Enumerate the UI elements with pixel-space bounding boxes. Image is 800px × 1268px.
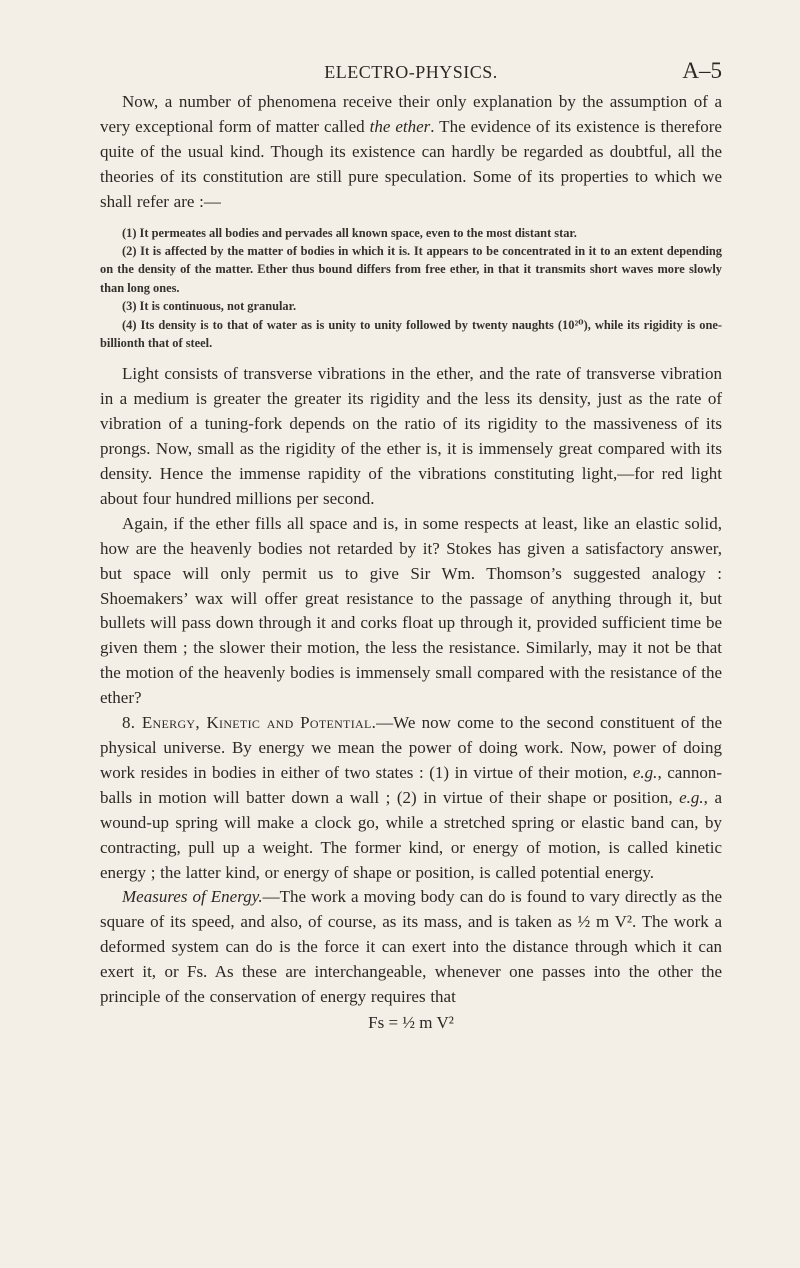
- page-number: A–5: [682, 58, 722, 83]
- energy-text-b: , cannon-balls in motion will batter down a wall ; (2) in virtue of their shape or position,: [100, 762, 722, 807]
- energy-text-a: —We now come to the second constituent of the physical universe. By energy we mean the power of doing work. Now, power of doing work resides in bodies in either of two states : (1) in virtue of their motion,: [100, 713, 722, 782]
- list-item: (4) Its density is to that of water as is unity to unity followed by twenty naughts (10²⁰), while its rigidity is one-billionth that of steel.: [100, 317, 722, 350]
- running-header: [100, 56, 722, 90]
- list-item: (1) It permeates all bodies and pervades all known space, even to the most distant star.: [122, 225, 577, 240]
- eg-abbrev: e.g.: [632, 762, 658, 782]
- running-title: ELECTRO-PHYSICS.: [324, 62, 498, 82]
- measures-paragraph: [100, 885, 722, 1010]
- list-item: (3) It is continuous, not granular.: [122, 299, 297, 314]
- the-ether-term: the ether: [369, 116, 431, 136]
- energy-text-c: , a wound-up spring will make a clock go, while a stretched spring or elastic band can, by contracting, pull up a weight. The former kind, or energy of motion, is called kinetic energy ; the latter kind, or energy of shape or position, is called potential energy.: [100, 787, 723, 882]
- measures-text: —The work a moving body can do is found to vary directly as the square of its speed, and also, of course, as its mass, and is taken as ½ m V². The work a deformed system can do is the force it can exert into the distance through which it can exert it, or Fs. As these are interchangeable, whenever one passes into the other the principle of the conservation of energy requires that: [100, 887, 722, 1007]
- intro-text-b: . The evidence of its existence is therefore quite of the usual kind. Though its existence can hardly be regarded as doubtful, all the theories of its constitution are still pure speculation. Some of its properties to which we shall refer are :—: [100, 116, 722, 211]
- ether-properties-list: [100, 224, 722, 353]
- measures-heading: Measures of Energy.: [122, 887, 263, 907]
- page: [100, 56, 722, 1035]
- eg-abbrev: e.g.: [679, 787, 704, 807]
- again-paragraph: Again, if the ether fills all space and is, in some respects at least, like an elastic solid, how are the heavenly bodies not retarded by it? Stokes has given a satisfactory answer, but space will only permit us to give Sir Wm. Thomson’s suggested analogy : Shoemakers’ wax will offer great resistance to the passage of anything through it, but bullets will pass down through it and corks float up through it, provided sufficient time be given them ; the slower their motion, the less the resistance. Similarly, may it not be that the motion of the heavenly bodies is immensely small compared with the resistance of the ether?: [100, 513, 722, 708]
- energy-formula: Fs = ½ m V²: [368, 1012, 454, 1032]
- intro-paragraph: [100, 90, 722, 215]
- intro-text-a: Now, a number of phenomena receive their only explanation by the assumption of a very exceptional form of matter called: [100, 92, 722, 136]
- energy-paragraph: [100, 711, 722, 885]
- light-paragraph: Light consists of transverse vibrations in the ether, and the rate of transverse vibration in a medium is greater the greater its rigidity and the less its density, just as the rate of vibration of a tuning-fork depends on the ratio of its rigidity to the massiveness of its prongs. Now, small as the rigidity of the ether is, it is immensely great compared with its density. Hence the immense rapidity of the vibrations constituting light,—for red light about four hundred millions per second.: [100, 364, 722, 508]
- list-item: (2) It is affected by the matter of bodies in which it is. It appears to be concentrated in it to an extent depending on the density of the matter. Ether thus bound differs from free ether, in that it transmits short waves more slowly than long ones.: [100, 243, 722, 295]
- energy-heading: 8. Energy, Kinetic and Potential.: [122, 713, 377, 733]
